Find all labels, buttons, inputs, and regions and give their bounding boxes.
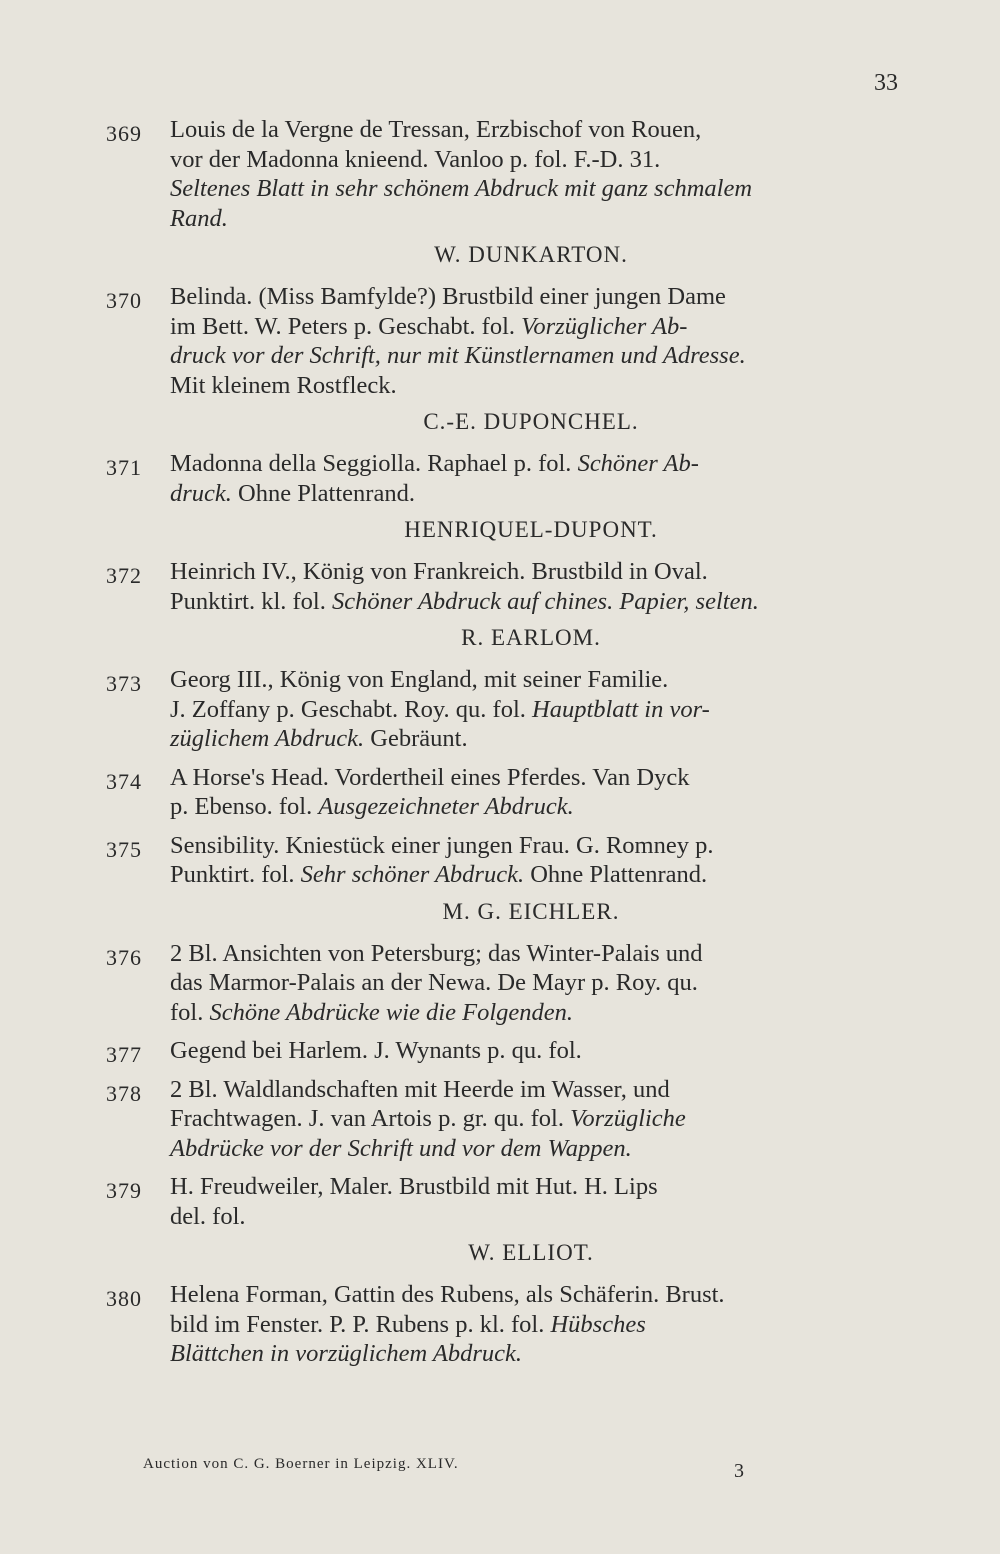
catalogue-entry xyxy=(108,665,898,754)
entry-line xyxy=(170,479,898,509)
entry-text: Frachtwagen. J. van Artois p. gr. qu. fol. xyxy=(170,1105,571,1132)
entry-line xyxy=(170,1280,898,1310)
catalogue-entry xyxy=(108,557,898,616)
entry-line xyxy=(170,860,898,890)
entry-line xyxy=(170,998,898,1028)
lot-number: 370 xyxy=(106,288,142,313)
entry-remark: züglichem Abdruck. xyxy=(170,725,365,752)
entry-remark: Hübsches xyxy=(550,1310,646,1338)
entry-line xyxy=(170,763,898,793)
entry-line xyxy=(170,1134,898,1164)
lot-number: 372 xyxy=(106,563,142,588)
entry-line xyxy=(170,968,898,998)
artist-heading: W. DUNKARTON. xyxy=(434,242,628,267)
lot-number: 369 xyxy=(106,121,142,146)
entry-text: Ohne Plattenrand. xyxy=(231,479,415,507)
lot-number: 371 xyxy=(106,455,142,480)
lot-number: 374 xyxy=(106,768,142,794)
lot-number: 379 xyxy=(106,1178,142,1203)
entry-line xyxy=(170,174,898,204)
lot-number: 377 xyxy=(106,1042,142,1067)
catalogue-entry xyxy=(108,1075,898,1164)
entry-text: J. Zoffany p. Geschabt. Roy. qu. fol. xyxy=(170,695,532,723)
catalogue-entry xyxy=(108,831,898,890)
entry-remark: Schöne Abdrücke wie die Folgenden. xyxy=(209,998,573,1026)
lot-number: 380 xyxy=(106,1286,142,1311)
entry-remark: Schöner Ab- xyxy=(577,450,699,477)
entry-line xyxy=(170,449,898,479)
lot-number: 375 xyxy=(106,836,142,862)
entry-remark: Schöner Abdruck auf chines. Papier, selten. xyxy=(331,587,759,615)
entry-remark: Vorzügliche xyxy=(570,1105,686,1132)
entry-text: 2 Bl. Waldlandschaften mit Heerde im Wasser, und xyxy=(170,1075,670,1103)
catalogue-entry xyxy=(108,282,898,400)
catalogue-entries xyxy=(108,115,898,1378)
entry-remark: Rand. xyxy=(170,204,228,232)
entry-line xyxy=(170,1075,898,1105)
entry-text: A Horse's Head. Vordertheil eines Pferdes. Van Dyck xyxy=(170,763,690,791)
entry-line xyxy=(170,282,898,312)
entry-line xyxy=(170,1104,898,1134)
lot-number: 376 xyxy=(106,944,142,970)
entry-line xyxy=(170,939,898,969)
entry-remark: druck vor der Schrift, nur mit Künstlernamen und Adresse. xyxy=(170,342,746,369)
entry-text: Ohne Plattenrand. xyxy=(524,861,708,888)
catalogue-entry xyxy=(108,939,898,1028)
entry-text: Gebräunt. xyxy=(364,725,468,752)
entry-text: Mit kleinem Rostfleck. xyxy=(170,371,397,399)
entry-text: das Marmor-Palais an der Newa. De Mayr p. Roy. qu. xyxy=(170,969,698,996)
entry-text: Belinda. (Miss Bamfylde?) Brustbild einer jungen Dame xyxy=(170,283,726,310)
catalogue-entry xyxy=(108,115,898,233)
catalogue-entry xyxy=(108,1036,898,1066)
entry-text: del. fol. xyxy=(170,1202,246,1230)
entry-line xyxy=(170,145,898,175)
entry-line xyxy=(170,1172,898,1202)
entry-line xyxy=(170,204,898,234)
entry-remark: Seltenes Blatt in sehr schönem Abdruck mit ganz schmalem xyxy=(170,175,753,202)
entry-remark: druck. xyxy=(170,479,232,507)
entry-remark: Abdrücke vor der Schrift und vor dem Wappen. xyxy=(170,1134,632,1162)
entry-line xyxy=(170,341,898,371)
entry-line xyxy=(170,1202,898,1232)
entry-line xyxy=(170,1036,898,1066)
entry-line xyxy=(170,665,898,695)
entry-text: H. Freudweiler, Maler. Brustbild mit Hut. H. Lips xyxy=(170,1173,658,1200)
entry-line xyxy=(170,115,898,145)
entry-remark: Vorzüglicher Ab- xyxy=(521,312,688,340)
entry-line xyxy=(170,695,898,725)
entry-text: Punktirt. kl. fol. xyxy=(170,587,332,615)
entry-line xyxy=(170,312,898,342)
entry-line xyxy=(170,1310,898,1340)
entry-text: bild im Fenster. P. P. Rubens p. kl. fol. xyxy=(170,1310,551,1338)
entry-remark: Sehr schöner Abdruck. xyxy=(300,861,525,888)
entry-text: fol. xyxy=(170,998,210,1026)
catalogue-entry xyxy=(108,449,898,508)
entry-text: Sensibility. Kniestück einer jungen Frau. G. Romney p. xyxy=(170,831,714,859)
artist-heading: R. EARLOM. xyxy=(461,625,601,650)
entry-text: vor der Madonna knieend. Vanloo p. fol. F.-D. 31. xyxy=(170,145,661,173)
entry-text: p. Ebenso. fol. xyxy=(170,793,319,820)
lot-number: 373 xyxy=(106,671,142,696)
page-number: 33 xyxy=(874,70,898,96)
artist-heading: C.-E. DUPONCHEL. xyxy=(423,409,639,434)
entry-remark: Blättchen in vorzüglichem Abdruck. xyxy=(170,1340,522,1367)
entry-line xyxy=(170,831,898,861)
artist-heading: HENRIQUEL-DUPONT. xyxy=(404,517,658,542)
catalogue-entry xyxy=(108,763,898,822)
entry-text: Georg III., König von England, mit seiner Familie. xyxy=(170,666,669,693)
entry-text: 2 Bl. Ansichten von Petersburg; das Winter-Palais und xyxy=(170,939,703,967)
entry-line xyxy=(170,1339,898,1369)
artist-heading: M. G. EICHLER. xyxy=(442,898,620,924)
catalogue-entry xyxy=(108,1172,898,1231)
entry-line xyxy=(170,792,898,822)
entry-text: Heinrich IV., König von Frankreich. Brustbild in Oval. xyxy=(170,558,708,585)
entry-line xyxy=(170,724,898,754)
lot-number: 378 xyxy=(106,1080,142,1106)
entry-text: Gegend bei Harlem. J. Wynants p. qu. fol. xyxy=(170,1037,582,1064)
entry-text: Helena Forman, Gattin des Rubens, als Schäferin. Brust. xyxy=(170,1281,725,1308)
entry-text: Punktirt. fol. xyxy=(170,861,301,888)
artist-heading: W. ELLIOT. xyxy=(468,1240,594,1265)
entry-remark: Ausgezeichneter Abdruck. xyxy=(318,793,574,820)
entry-text: Louis de la Vergne de Tressan, Erzbischof von Rouen, xyxy=(170,116,702,143)
entry-line xyxy=(170,587,898,617)
entry-line xyxy=(170,371,898,401)
entry-text: im Bett. W. Peters p. Geschabt. fol. xyxy=(170,312,522,340)
footer-imprint: Auction von C. G. Boerner in Leipzig. XLIV. xyxy=(143,1456,459,1472)
entry-line xyxy=(170,557,898,587)
entry-text: Madonna della Seggiolla. Raphael p. fol. xyxy=(170,450,578,477)
catalogue-entry xyxy=(108,1280,898,1369)
signature-mark: 3 xyxy=(734,1460,744,1482)
entry-remark: Hauptblatt in vor- xyxy=(532,695,710,723)
